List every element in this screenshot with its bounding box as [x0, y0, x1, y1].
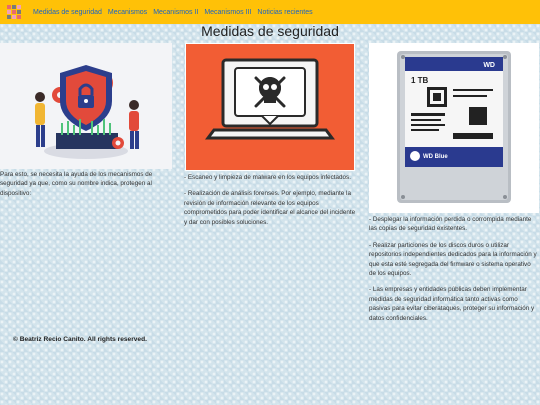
col1-paragraph: Para esto, se necesita la ayuda de los mecanismos de seguridad ya que, como su nombre indica, protegen al dispositivo: — [0, 171, 153, 197]
column-right — [369, 215, 537, 330]
col2-paragraph-2: - Realización de análisis forenses. Por ejemplo, mediante la revisión de información relevante de los equipos comprometidos para poder identificar el alcance del incidente y dar con posibles soluciones. — [184, 190, 356, 226]
column-middle — [184, 173, 356, 234]
security-illustration — [0, 43, 172, 169]
security-illustration-svg — [0, 43, 172, 169]
site-logo[interactable] — [7, 5, 25, 19]
nav-link-mecanismos[interactable]: Mecanismos — [107, 8, 148, 16]
nav-link-noticias[interactable]: Noticias recientes — [257, 8, 313, 16]
hard-drive-svg — [369, 43, 539, 213]
hard-drive-photo — [369, 43, 539, 213]
malware-laptop-svg — [186, 44, 354, 170]
nav-link-mecanismos-iii[interactable]: Mecanismos III — [204, 8, 252, 16]
hdd-capacity-text: 1 TB — [411, 76, 429, 85]
col3-paragraph-1: - Desplegar la información perdida o corrompida mediante las copias de seguridad existentes. — [369, 216, 532, 233]
footer-copyright: © Beatriz Recio Canito. All rights reserved. — [13, 336, 147, 343]
malware-laptop-illustration — [185, 43, 355, 171]
column-left — [0, 170, 172, 205]
col3-paragraph-3: - Las empresas y entidades públicas deben implementar medidas de seguridad informática tanto activas como pasivas para evitar ciberataques, proteger su información y datos confidenciales. — [369, 286, 535, 322]
nav-link-medidas[interactable]: Medidas de seguridad — [33, 8, 102, 16]
hdd-line-text: WD Blue — [423, 154, 448, 160]
nav-link-mecanismos-ii[interactable]: Mecanismos II — [153, 8, 199, 16]
hdd-brand-text: WD — [483, 62, 495, 69]
col2-paragraph-1: - Escaneo y limpieza de malware en los equipos infectados. — [184, 174, 351, 181]
col3-paragraph-2: - Realizar particiones de los discos duros o utilizar repositorios independientes dedicados para la información y que esta esté segregada del firmware o sistema operativo de los equipos. — [369, 241, 537, 278]
navbar — [0, 0, 540, 24]
page-title: Medidas de seguridad — [201, 23, 339, 39]
